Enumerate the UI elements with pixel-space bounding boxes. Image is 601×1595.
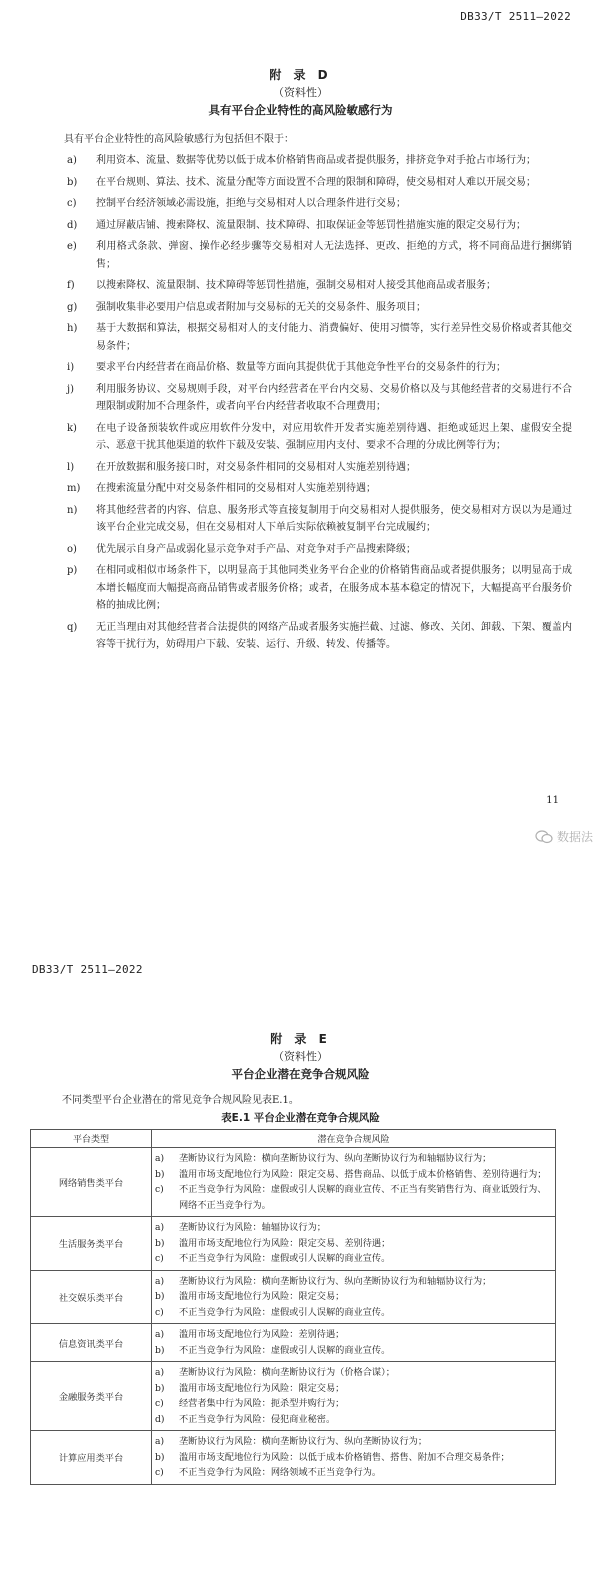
risk-item-label: a): [155, 1275, 165, 1287]
list-item-text: 将其他经营者的内容、信息、服务形式等直接复制用于向交易相对人提供服务，使交易相对方误以为是通过该平台企业完成交易，但在交易相对人下单后实际依赖被复制平台完成履约；: [96, 504, 572, 533]
list-item-text: 在平台规则、算法、技术、流量分配等方面设置不合理的限制和障碍，使交易相对人难以开展交易；: [96, 176, 536, 188]
list-item-label: e): [67, 241, 77, 252]
list-item-text: 在相同或相似市场条件下，以明显高于其他同类业务平台企业的价格销售商品或者提供服务；以明显高于成本增长幅度而大幅提高商品销售或者服务价格；或者，在服务成本基本稳定的情况下，大幅提高平台服务价格的抽成比例；: [96, 565, 572, 611]
risk-item-label: c): [155, 1398, 164, 1409]
platform-type-cell: 网络销售类平台: [31, 1148, 152, 1217]
list-item: [64, 562, 572, 615]
list-item-text: 以搜索降权、流量限制、技术障碍等惩罚性措施，强制交易相对人接受其他商品或者服务；: [96, 280, 496, 291]
risk-item: [155, 1412, 551, 1428]
list-item: [64, 238, 572, 273]
risk-item: [155, 1327, 551, 1343]
risk-item: [155, 1274, 551, 1290]
watermark: [535, 828, 593, 845]
risks-cell: [152, 1324, 556, 1362]
risk-item-text: 滥用市场支配地位行为风险：限定交易；: [179, 1382, 345, 1394]
risk-item-label: b): [155, 1382, 165, 1394]
page-number: 11: [546, 795, 559, 806]
risk-item-label: c): [155, 1467, 164, 1478]
risk-item: [155, 1450, 551, 1466]
risk-item-label: a): [155, 1222, 165, 1233]
risk-item: [155, 1365, 551, 1381]
list-item-label: f): [67, 280, 75, 291]
table-row: [31, 1270, 556, 1324]
platform-type-cell: 社交娱乐类平台: [31, 1270, 152, 1324]
appendix-title: 附 录 E: [270, 1032, 331, 1046]
list-item: [64, 299, 572, 317]
risk-item-text: 垄断协议行为风险：横向垄断协议行为、纵向垄断协议行为和轴辐协议行为；: [179, 1153, 492, 1164]
risk-item: [155, 1220, 551, 1236]
list-item: [64, 195, 572, 213]
risk-item-text: 垄断协议行为风险：横向垄断协议行为（价格合谋）；: [179, 1367, 395, 1378]
risk-item-text: 滥用市场支配地位行为风险：限定交易、搭售商品、以低于成本价格销售、差别待遇行为；: [179, 1168, 547, 1180]
risk-item-text: 不正当竞争行为风险：虚假或引人误解的商业宣传。: [179, 1253, 391, 1264]
list-item-label: o): [67, 543, 77, 555]
risk-item: [155, 1305, 551, 1321]
list-item-label: q): [67, 621, 78, 633]
risks-cell: [152, 1217, 556, 1271]
risk-item-text: 垄断协议行为风险：横向垄断协议行为、纵向垄断协议行为和轴辐协议行为；: [179, 1275, 492, 1287]
list-item: [64, 619, 572, 654]
risk-item-label: b): [155, 1237, 165, 1249]
list-item: [64, 359, 572, 377]
standard-header: DB33/T 2511—2022: [460, 10, 571, 23]
list-item: [64, 381, 572, 416]
appendix-title: 附 录 D: [269, 68, 332, 82]
list-item-text: 利用格式条款、弹窗、操作必经步骤等交易相对人无法选择、更改、拒绝的方式，将不同商品进行捆绑销售；: [96, 241, 572, 270]
risk-item-text: 不正当竞争行为风险：侵犯商业秘密。: [179, 1413, 336, 1425]
list-item-label: m): [67, 483, 81, 494]
risks-cell: [152, 1431, 556, 1485]
list-item-label: d): [67, 219, 78, 231]
behavior-list: [64, 152, 572, 658]
column-header-platform-type: 平台类型: [31, 1130, 152, 1148]
appendix-type: （资料性）: [273, 1050, 328, 1063]
risk-item-label: c): [155, 1184, 164, 1195]
risk-item-text: 不正当竞争行为风险：虚假或引人误解的商业宣传。: [179, 1344, 391, 1356]
platform-type-cell: 生活服务类平台: [31, 1217, 152, 1271]
column-header-risks: 潜在竞争合规风险: [152, 1130, 556, 1148]
list-item: [64, 277, 572, 295]
risk-item-label: b): [155, 1344, 165, 1356]
risk-table: [30, 1129, 556, 1485]
risk-item-label: a): [155, 1153, 165, 1164]
risk-item-label: c): [155, 1253, 164, 1264]
list-item-label: j): [67, 383, 75, 395]
list-item-label: l): [67, 461, 75, 473]
list-item: [64, 480, 572, 498]
risk-item-label: b): [155, 1451, 165, 1463]
risk-item-text: 垄断协议行为风险：轴辐协议行为；: [179, 1222, 326, 1233]
risk-item-label: b): [155, 1168, 165, 1180]
list-item-text: 通过屏蔽店铺、搜索降权、流量限制、技术障碍、扣取保证金等惩罚性措施实施的限定交易行为；: [96, 219, 526, 231]
list-item: [64, 217, 572, 235]
risk-item-text: 不正当竞争行为风险：虚假或引人误解的商业宣传、不正当有奖销售行为、商业诋毁行为、网络不正当竞争行为。: [179, 1184, 547, 1211]
table-header-row: [31, 1130, 556, 1148]
platform-type-cell: 计算应用类平台: [31, 1431, 152, 1485]
list-item-label: h): [67, 323, 78, 334]
risk-item: [155, 1289, 551, 1305]
risk-item: [155, 1434, 551, 1450]
risk-item: [155, 1167, 551, 1183]
risk-item: [155, 1236, 551, 1252]
list-item-text: 在搜索流量分配中对交易条件相同的交易相对人实施差别待遇；: [96, 483, 376, 494]
risk-item: [155, 1151, 551, 1167]
risk-item-label: b): [155, 1291, 165, 1302]
list-item: [64, 320, 572, 355]
risk-item: [155, 1465, 551, 1481]
list-item-label: n): [67, 504, 78, 516]
list-item: [64, 152, 572, 170]
page-12: [0, 955, 601, 1595]
risks-cell: [152, 1270, 556, 1324]
risk-item-text: 不正当竞争行为风险：虚假或引人误解的商业宣传。: [179, 1306, 391, 1318]
list-item: [64, 541, 572, 559]
list-item-text: 无正当理由对其他经营者合法提供的网络产品或者服务实施拦截、过滤、修改、关闭、卸载、下架、覆盖内容等干扰行为，妨碍用户下载、安装、运行、升级、转发、传播等。: [96, 621, 572, 650]
list-item-text: 强制收集非必要用户信息或者附加与交易标的无关的交易条件、服务项目；: [96, 301, 426, 313]
list-item-label: a): [67, 155, 77, 166]
risk-item: [155, 1396, 551, 1412]
risk-item-text: 滥用市场支配地位行为风险：限定交易；: [179, 1291, 345, 1302]
risk-item-text: 经营者集中行为风险：扼杀型并购行为；: [179, 1398, 345, 1409]
appendix-heading: 具有平台企业特性的高风险敏感行为: [208, 103, 393, 117]
risk-item: [155, 1251, 551, 1267]
risks-cell: [152, 1148, 556, 1217]
risk-item: [155, 1343, 551, 1359]
appendix-type: （资料性）: [273, 86, 328, 99]
list-item-label: b): [67, 176, 78, 188]
list-item-text: 利用服务协议、交易规则手段，对平台内经营者在平台内交易、交易价格以及与其他经营者的交易进行不合理限制或附加不合理条件，或者向平台内经营者收取不合理费用；: [96, 383, 572, 412]
table-row: [31, 1362, 556, 1431]
intro-text: 具有平台企业特性的高风险敏感行为包括但不限于：: [64, 134, 294, 145]
risk-item-text: 垄断协议行为风险：横向垄断协议行为、纵向垄断协议行为；: [179, 1436, 428, 1447]
list-item-label: c): [67, 198, 77, 209]
risk-item-text: 滥用市场支配地位行为风险：以低于成本价格销售、搭售、附加不合理交易条件；: [179, 1451, 510, 1463]
list-item-text: 在开放数据和服务接口时，对交易条件相同的交易相对人实施差别待遇；: [96, 461, 416, 473]
table-row: [31, 1148, 556, 1217]
risk-item-label: d): [155, 1413, 165, 1425]
list-item: [64, 174, 572, 192]
risk-item-text: 滥用市场支配地位行为风险：差别待遇；: [179, 1329, 345, 1340]
list-item-text: 优先展示自身产品或弱化显示竞争对手产品、对竞争对手产品搜索降级；: [96, 543, 416, 555]
risk-item-label: a): [155, 1436, 165, 1447]
list-item-label: k): [67, 422, 77, 434]
table-row: [31, 1431, 556, 1485]
appendix-heading: 平台企业潜在竞争合规风险: [231, 1067, 370, 1081]
risk-item-text: 滥用市场支配地位行为风险：限定交易、差别待遇；: [179, 1237, 391, 1249]
list-item-text: 控制平台经济领域必需设施，拒绝与交易相对人以合理条件进行交易；: [96, 198, 406, 209]
risks-cell: [152, 1362, 556, 1431]
list-item-label: i): [67, 362, 75, 373]
risk-item-label: c): [155, 1306, 164, 1318]
list-item-text: 基于大数据和算法，根据交易相对人的支付能力、消费偏好、使用习惯等，实行差异性交易价格或者其他交易条件；: [96, 323, 572, 352]
risk-item: [155, 1182, 551, 1213]
risk-item-text: 不正当竞争行为风险：网络领域不正当竞争行为。: [179, 1467, 382, 1478]
watermark-text: 数据法: [556, 830, 593, 844]
list-item: [64, 502, 572, 537]
list-item-text: 利用资本、流量、数据等优势以低于成本价格销售商品或者提供服务，排挤竞争对手抢占市场行为；: [96, 155, 536, 166]
list-item: [64, 420, 572, 455]
list-item-text: 要求平台内经营者在商品价格、数量等方面向其提供优于其他竞争性平台的交易条件的行为；: [96, 362, 506, 373]
risk-item-label: a): [155, 1329, 165, 1340]
risk-item: [155, 1381, 551, 1397]
list-item-text: 在电子设备预装软件或应用软件分发中，对应用软件开发者实施差别待遇、拒绝或延迟上架、虚假安全提示、恶意干扰其他渠道的软件下载及安装、强制应用内支付、要求不合理的分成比例等行为；: [96, 422, 572, 451]
standard-header: DB33/T 2511—2022: [32, 963, 143, 976]
risk-item-label: a): [155, 1367, 165, 1378]
table-row: [31, 1324, 556, 1362]
table-title: 表E.1 平台企业潜在竞争合规风险: [221, 1112, 380, 1124]
list-item: [64, 459, 572, 477]
list-item-label: p): [67, 565, 78, 576]
intro-text: 不同类型平台企业潜在的常见竞争合规风险见表E.1。: [62, 1095, 299, 1106]
list-item-label: g): [67, 301, 78, 313]
wechat-icon: [535, 830, 553, 844]
platform-type-cell: 金融服务类平台: [31, 1362, 152, 1431]
table-row: [31, 1217, 556, 1271]
platform-type-cell: 信息资讯类平台: [31, 1324, 152, 1362]
